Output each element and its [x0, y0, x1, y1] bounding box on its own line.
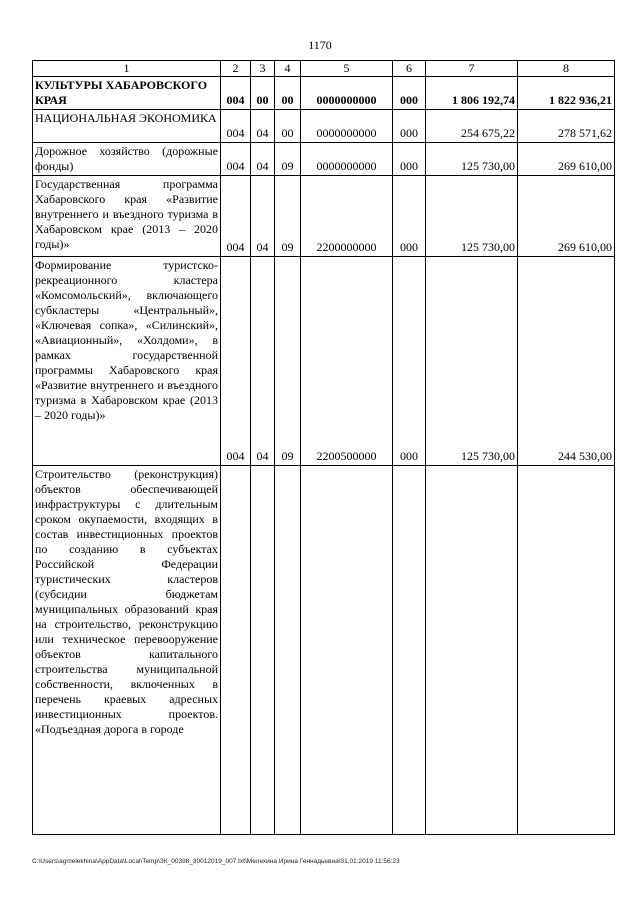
column-header: 6 — [393, 61, 426, 77]
cell-code: 004 — [221, 143, 251, 176]
table-row — [33, 77, 615, 110]
column-header: 7 — [426, 61, 518, 77]
file-path-footer: C:\Users\agmelekhina\AppData\Local\Temp\ЗК_00398_30012019_007.txt\Мелехина Ирина Геннадьевна\31.01.2019 11:56:23 — [32, 858, 400, 865]
cell-amount: 244 530,00 — [518, 257, 615, 466]
column-header: 1 — [33, 61, 221, 77]
cell-amount — [518, 466, 615, 835]
cell-code: 09 — [275, 176, 301, 257]
cell-code: 000 — [393, 176, 426, 257]
cell-code: 004 — [221, 176, 251, 257]
cell-amount: 125 730,00 — [426, 143, 518, 176]
cell-code — [393, 466, 426, 835]
cell-code — [275, 466, 301, 835]
row-name: Дорожное хозяйство (дорожные фонды) — [33, 143, 221, 176]
page-number: 1170 — [308, 38, 332, 52]
cell-code: 2200500000 — [301, 257, 393, 466]
row-name: КУЛЬТУРЫ ХАБАРОВСКОГО КРАЯ — [33, 77, 221, 110]
table-row — [33, 257, 615, 466]
cell-code: 0000000000 — [301, 110, 393, 143]
table-row — [33, 466, 615, 835]
row-name: Формирование туристско-рекреационного кластера «Комсомольский», включающего субкластеры «Центральный», «Ключевая сопка», «Силинский», «Авиационный», «Холдоми», в рамках государственной программы Хабаровского края «Развитие внутреннего и въездного туризма в Хабаровском крае (2013 – 2020 годы)» — [33, 257, 221, 466]
cell-amount: 1 822 936,21 — [518, 77, 615, 110]
cell-code: 04 — [251, 176, 275, 257]
table-row — [33, 143, 615, 176]
cell-code: 00 — [275, 77, 301, 110]
row-name: Строительство (реконструкция) объектов обеспечивающей инфраструктуры с длительным сроком окупаемости, входящих в состав инвестиционных проектов по созданию в субъектах Российской Федерации туристических кластеров (субсидии бюджетам муниципальных образований края на строительство, реконструкцию или техническое перевооружение объектов капитального строительства муниципальной собственности, включенных в перечень краевых адресных инвестиционных проектов. «Подъездная дорога в городе — [33, 466, 221, 835]
column-header: 8 — [518, 61, 615, 77]
cell-code: 000 — [393, 77, 426, 110]
cell-amount: 1 806 192,74 — [426, 77, 518, 110]
column-header: 3 — [251, 61, 275, 77]
cell-code: 000 — [393, 110, 426, 143]
cell-code: 000 — [393, 143, 426, 176]
cell-code: 09 — [275, 257, 301, 466]
row-name: Государственная программа Хабаровского края «Развитие внутреннего и въездного туризма в Хабаровском крае (2013 – 2020 годы)» — [33, 176, 221, 257]
cell-amount: 254 675,22 — [426, 110, 518, 143]
cell-amount: 269 610,00 — [518, 143, 615, 176]
column-header: 5 — [301, 61, 393, 77]
cell-code — [221, 466, 251, 835]
cell-code: 0000000000 — [301, 143, 393, 176]
cell-amount: 278 571,62 — [518, 110, 615, 143]
cell-code — [251, 466, 275, 835]
cell-amount: 125 730,00 — [426, 176, 518, 257]
table-row — [33, 110, 615, 143]
cell-code: 00 — [251, 77, 275, 110]
cell-code: 000 — [393, 257, 426, 466]
cell-code: 004 — [221, 257, 251, 466]
cell-code: 0000000000 — [301, 77, 393, 110]
cell-amount: 125 730,00 — [426, 257, 518, 466]
cell-code: 00 — [275, 110, 301, 143]
cell-code: 09 — [275, 143, 301, 176]
cell-code: 04 — [251, 143, 275, 176]
cell-code: 004 — [221, 77, 251, 110]
column-number-row — [33, 61, 615, 77]
budget-table — [32, 60, 615, 835]
table-row — [33, 176, 615, 257]
row-name: НАЦИОНАЛЬНАЯ ЭКОНОМИКА — [33, 110, 221, 143]
cell-amount — [426, 466, 518, 835]
column-header: 2 — [221, 61, 251, 77]
cell-code: 2200000000 — [301, 176, 393, 257]
cell-code: 04 — [251, 257, 275, 466]
cell-code: 004 — [221, 110, 251, 143]
cell-code — [301, 466, 393, 835]
cell-code: 04 — [251, 110, 275, 143]
column-header: 4 — [275, 61, 301, 77]
cell-amount: 269 610,00 — [518, 176, 615, 257]
